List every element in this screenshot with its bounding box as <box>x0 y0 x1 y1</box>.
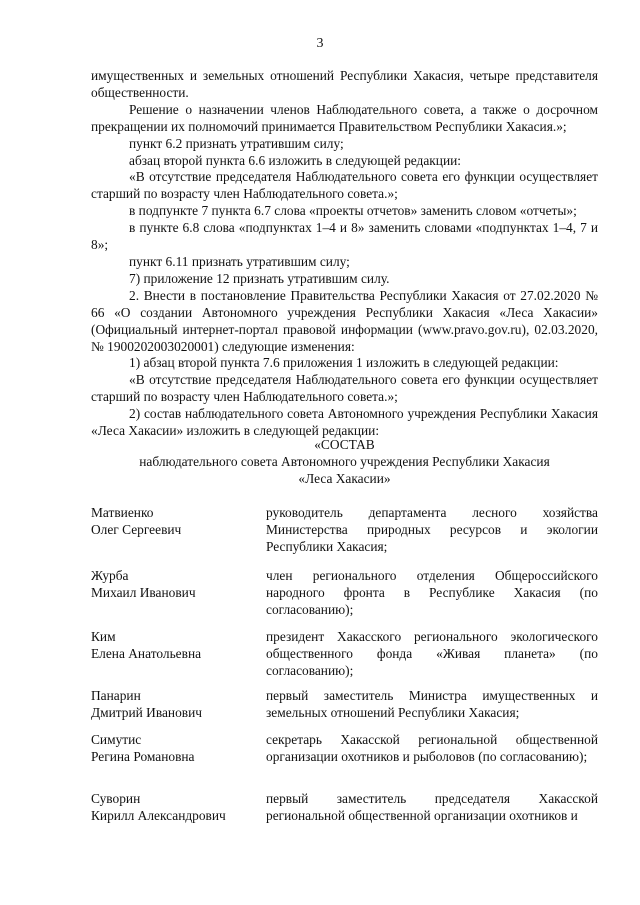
paragraph: имущественных и земельных отношений Республики Хакасия, четыре представителя общественности. <box>91 68 598 100</box>
member-surname: Ким <box>91 629 116 644</box>
paragraph: 7) приложение 12 признать утратившим силу. <box>129 270 390 286</box>
member-surname: Журба <box>91 568 129 583</box>
paragraph: 2. Внести в постановление Правительства Республики Хакасия от 27.02.2020 № 66 «О создании Автономного учреждения Республики Хакасия «Леса Хакасии» (Официальный интернет-портал правовой информации (www.pravo.gov.ru), 02.03.2020, № 1900202003020001) следующие изменения: <box>91 287 598 354</box>
member-role: первый заместитель председателя Хакасской региональной общественной организации охотников и <box>266 791 598 823</box>
body-text <box>91 68 598 440</box>
member-given-names: Михаил Иванович <box>91 584 196 600</box>
paragraph: пункт 6.11 признать утратившим силу; <box>129 253 350 269</box>
member-given-names: Кирилл Александрович <box>91 807 226 823</box>
member-name <box>91 688 261 722</box>
title-line: «СОСТАВ <box>314 437 375 452</box>
member-name <box>91 568 261 602</box>
member-surname: Панарин <box>91 688 141 703</box>
member-given-names: Олег Сергеевич <box>91 521 182 537</box>
member-role: президент Хакасского регионального экологического общественного фонда «Живая планета» (по согласованию); <box>266 629 598 678</box>
member-name <box>91 732 261 766</box>
member-name <box>91 629 261 663</box>
member-given-names: Регина Романовна <box>91 748 195 764</box>
member-role: первый заместитель Министра имущественных и земельных отношений Республики Хакасия; <box>266 688 598 720</box>
paragraph: «В отсутствие председателя Наблюдательного совета его функции осуществляет старший по возрасту член Наблюдательного совета.»; <box>91 169 598 202</box>
paragraph: 1) абзац второй пункта 7.6 приложения 1 изложить в следующей редакции: <box>129 355 559 371</box>
title-line: наблюдательного совета Автономного учреждения Республики Хакасия <box>139 453 550 469</box>
page-number: 3 <box>316 36 324 51</box>
paragraph: в пункте 6.8 слова «подпунктах 1–4 и 8» заменить словами «подпунктах 1–4, 7 и 8»; <box>91 220 598 253</box>
composition-title <box>91 437 598 488</box>
member-given-names: Елена Анатольевна <box>91 645 202 661</box>
member-given-names: Дмитрий Иванович <box>91 704 203 720</box>
paragraph: 2) состав наблюдательного совета Автономного учреждения Республики Хакасия «Леса Хакасии» изложить в следующей редакции: <box>91 406 598 439</box>
member-name <box>91 791 261 825</box>
member-surname: Суворин <box>91 791 141 806</box>
member-surname: Матвиенко <box>91 505 154 520</box>
member-role: секретарь Хакасской региональной общественной организации охотников и рыболовов (по согласованию); <box>266 732 598 764</box>
paragraph: пункт 6.2 признать утратившим силу; <box>129 135 344 151</box>
member-surname: Симутис <box>91 732 142 747</box>
paragraph: «В отсутствие председателя Наблюдательного совета его функции осуществляет старший по возрасту член Наблюдательного совета.»; <box>91 372 598 405</box>
member-name <box>91 505 261 539</box>
paragraph: в подпункте 7 пункта 6.7 слова «проекты отчетов» заменить словом «отчеты»; <box>129 203 577 219</box>
member-role: руководитель департамента лесного хозяйства Министерства природных ресурсов и экологии Республики Хакасия; <box>266 505 598 554</box>
title-line: «Леса Хакасии» <box>298 470 391 486</box>
member-role: член регионального отделения Общероссийского народного фронта в Республике Хакасия (по согласованию); <box>266 568 598 617</box>
paragraph: абзац второй пункта 6.6 изложить в следующей редакции: <box>129 152 462 168</box>
paragraph: Решение о назначении членов Наблюдательного совета, а также о досрочном прекращении их полномочий принимается Правительством Республики Хакасия.»; <box>91 101 598 134</box>
